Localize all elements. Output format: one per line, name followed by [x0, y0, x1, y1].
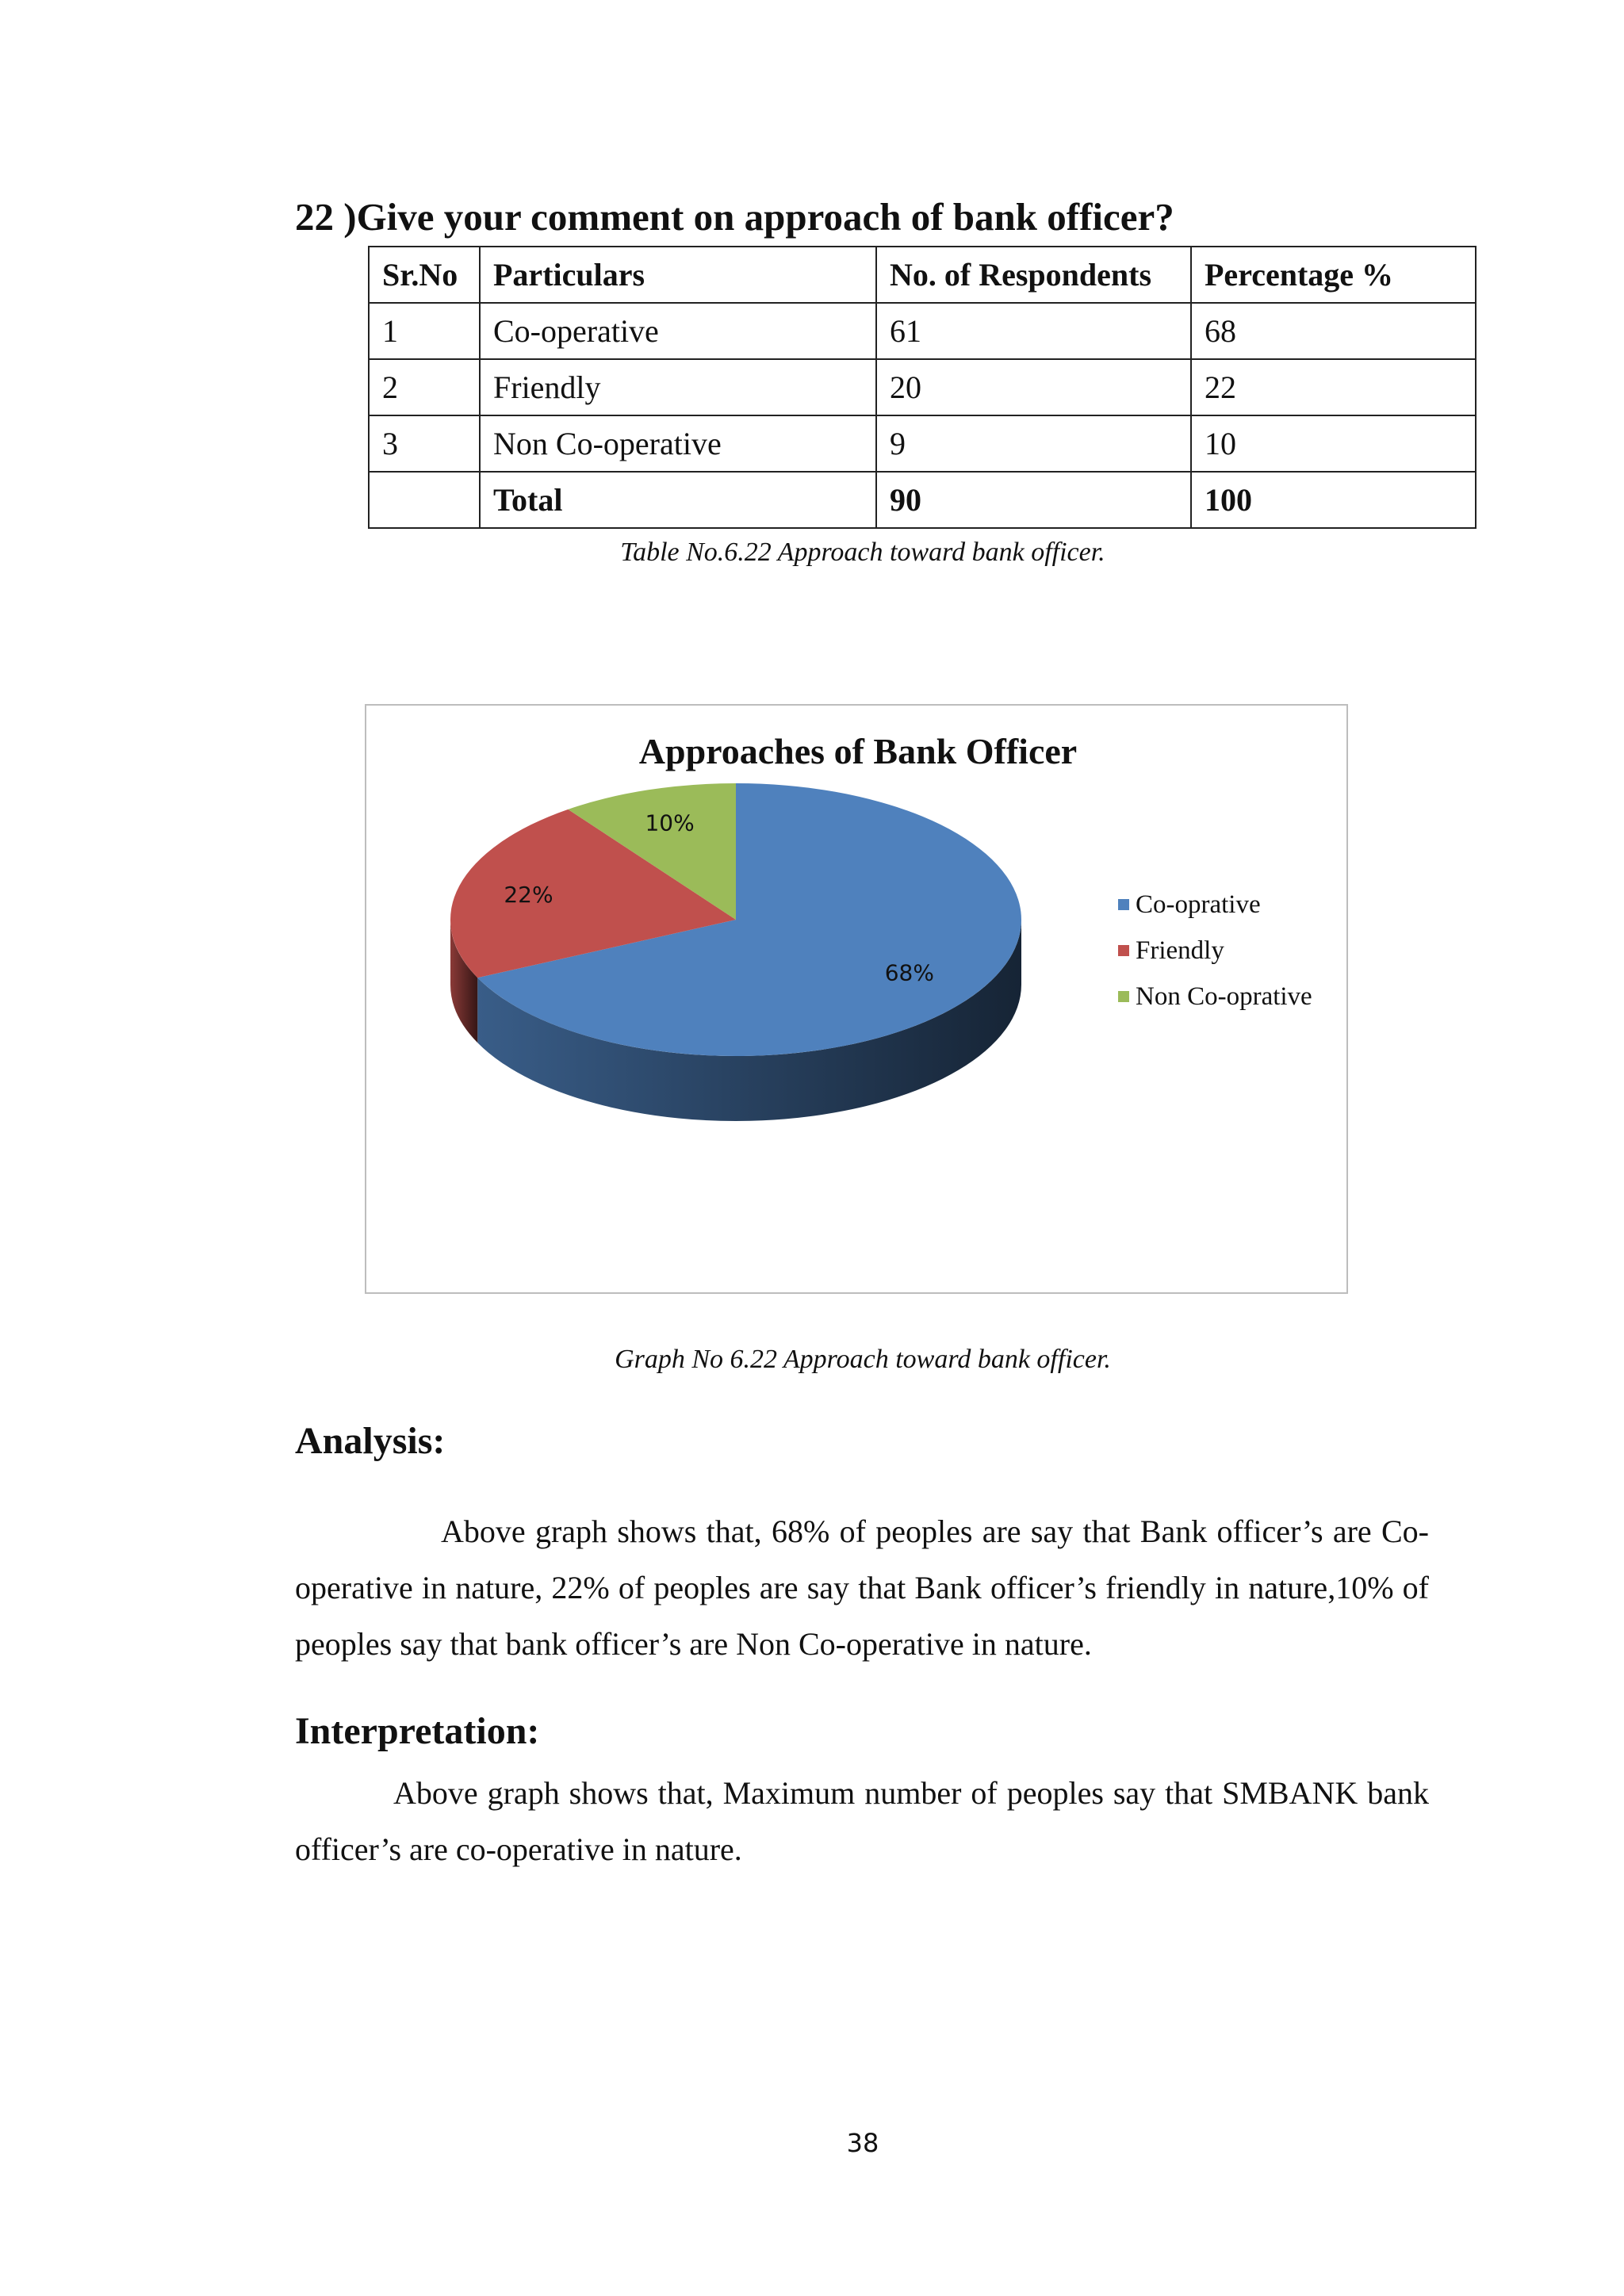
table-row: [369, 303, 1476, 359]
table-cell: [369, 472, 480, 528]
table-cell: Friendly: [480, 359, 876, 415]
data-label: 68%: [884, 959, 934, 986]
page-number: 38: [846, 2128, 879, 2158]
header-cell: Sr.No: [369, 247, 480, 303]
legend-swatch: [1118, 991, 1129, 1002]
header-cell: Particulars: [480, 247, 876, 303]
question-heading: 22 )Give your comment on approach of bank officer?: [295, 195, 1174, 239]
legend-label: Friendly: [1136, 936, 1224, 965]
total-label: Total: [480, 472, 876, 528]
respondents-table: [368, 246, 1477, 529]
legend-label: Co-oprative: [1136, 890, 1261, 919]
table-cell: 3: [369, 415, 480, 472]
total-respondents: 90: [876, 472, 1191, 528]
header-cell: Percentage %: [1191, 247, 1476, 303]
interpretation-paragraph: Above graph shows that, Maximum number of peoples say that SMBANK bank officer’s are co-operative in nature.: [295, 1775, 1429, 1867]
table-caption: Table No.6.22 Approach toward bank officer.: [620, 538, 1105, 567]
legend-swatch: [1118, 945, 1129, 956]
table-cell: 20: [876, 359, 1191, 415]
total-percentage: 100: [1191, 472, 1476, 528]
legend-label: Non Co-oprative: [1136, 982, 1312, 1011]
table-total-row: [369, 472, 1476, 528]
legend-item: [1118, 974, 1312, 1020]
legend-item: [1118, 882, 1312, 928]
chart-title: Approaches of Bank Officer: [638, 731, 1078, 771]
header-cell: No. of Respondents: [876, 247, 1191, 303]
chart-legend: [1118, 882, 1312, 1020]
table-row: [369, 415, 1476, 472]
table-row: [369, 359, 1476, 415]
table-cell: 1: [369, 303, 480, 359]
data-label: 22%: [504, 881, 553, 908]
data-label: 10%: [645, 809, 695, 836]
legend-swatch: [1118, 899, 1129, 910]
table-cell: 2: [369, 359, 480, 415]
graph-caption: Graph No 6.22 Approach toward bank officer.: [615, 1345, 1111, 1374]
legend-item: [1118, 928, 1312, 974]
analysis-paragraph: Above graph shows that, 68% of peoples are say that Bank officer’s are Co-operative in nature, 22% of peoples are say that Bank officer’s friendly in nature,10% of peoples say that bank officer’s are Non Co-operative in nature.: [295, 1513, 1429, 1662]
table-cell: 68: [1191, 303, 1476, 359]
table-header-row: [369, 247, 1476, 303]
table-cell: 22: [1191, 359, 1476, 415]
table-cell: Co-operative: [480, 303, 876, 359]
analysis-heading: Analysis:: [295, 1420, 446, 1462]
table-cell: 9: [876, 415, 1191, 472]
table-cell: Non Co-operative: [480, 415, 876, 472]
interpretation-heading: Interpretation:: [295, 1710, 540, 1752]
table-cell: 61: [876, 303, 1191, 359]
pie-chart: [365, 704, 1348, 1294]
table-cell: 10: [1191, 415, 1476, 472]
